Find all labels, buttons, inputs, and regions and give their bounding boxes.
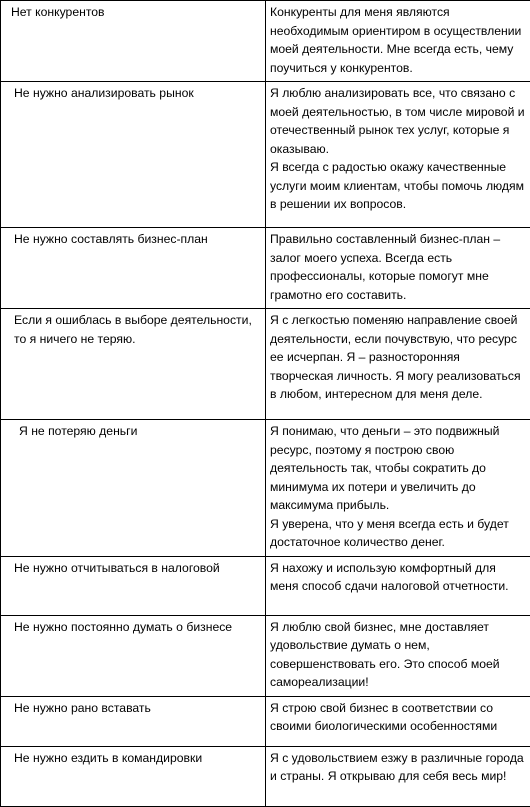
row-8-response: Я строю свой бизнес в соответствии со своими биологическими особенностями xyxy=(266,696,530,746)
row-2-statement: Не нужно анализировать рынок xyxy=(1,82,266,228)
table-row xyxy=(1,696,530,746)
row-3-statement: Не нужно составлять бизнес-план xyxy=(1,228,266,309)
row-4-statement: Если я ошиблась в выборе деятельности, то я ничего не теряю. xyxy=(1,309,266,420)
row-7-response: Я люблю свой бизнес, мне доставляет удовольствие думать о нем, совершенствовать его. Это способ моей самореализации! xyxy=(266,615,530,696)
table-row xyxy=(1,1,530,82)
table-row xyxy=(1,228,530,309)
row-8-statement: Не нужно рано вставать xyxy=(1,696,266,746)
table-row xyxy=(1,615,530,696)
row-5-response: Я понимаю, что деньги – это подвижный ресурс, поэтому я построю свою деятельность так, чтобы сократить до минимума их потери и увеличить до максимума прибыль. Я уверена, что у меня всегда есть и будет достаточное количество денег. xyxy=(266,420,530,557)
row-9-response: Я с удовольствием езжу в различные города и страны. Я открываю для себя весь мир! xyxy=(266,746,530,806)
table-row xyxy=(1,82,530,228)
row-6-statement: Не нужно отчитываться в налоговой xyxy=(1,556,266,615)
row-9-statement: Не нужно ездить в командировки xyxy=(1,746,266,806)
table-row xyxy=(1,309,530,420)
row-6-response: Я нахожу и использую комфортный для меня способ сдачи налоговой отчетности. xyxy=(266,556,530,615)
row-5-statement: Я не потеряю деньги xyxy=(1,420,266,557)
row-2-response: Я люблю анализировать все, что связано с моей деятельностью, в том числе мировой и отечественный рынок тех услуг, которые я оказываю. Я всегда с радостью окажу качественные услуги моим клиентам, чтобы помочь людям в решении их вопросов. xyxy=(266,82,530,228)
row-1-statement: Нет конкурентов xyxy=(1,1,266,82)
table-row xyxy=(1,556,530,615)
row-7-statement: Не нужно постоянно думать о бизнесе xyxy=(1,615,266,696)
table-row xyxy=(1,746,530,806)
table-row xyxy=(1,420,530,557)
row-4-response: Я с легкостью поменяю направление своей деятельности, если почувствую, что ресурс ее исчерпан. Я – разносторонняя творческая личность. Я могу реализоваться в любом, интересном для меня деле. xyxy=(266,309,530,420)
row-1-response: Конкуренты для меня являются необходимым ориентиром в осуществлении моей деятельности. Мне всегда есть, чему поучиться у конкурентов. xyxy=(266,1,530,82)
row-3-response: Правильно составленный бизнес-план – залог моего успеха. Всегда есть профессионалы, которые помогут мне грамотно его составить. xyxy=(266,228,530,309)
